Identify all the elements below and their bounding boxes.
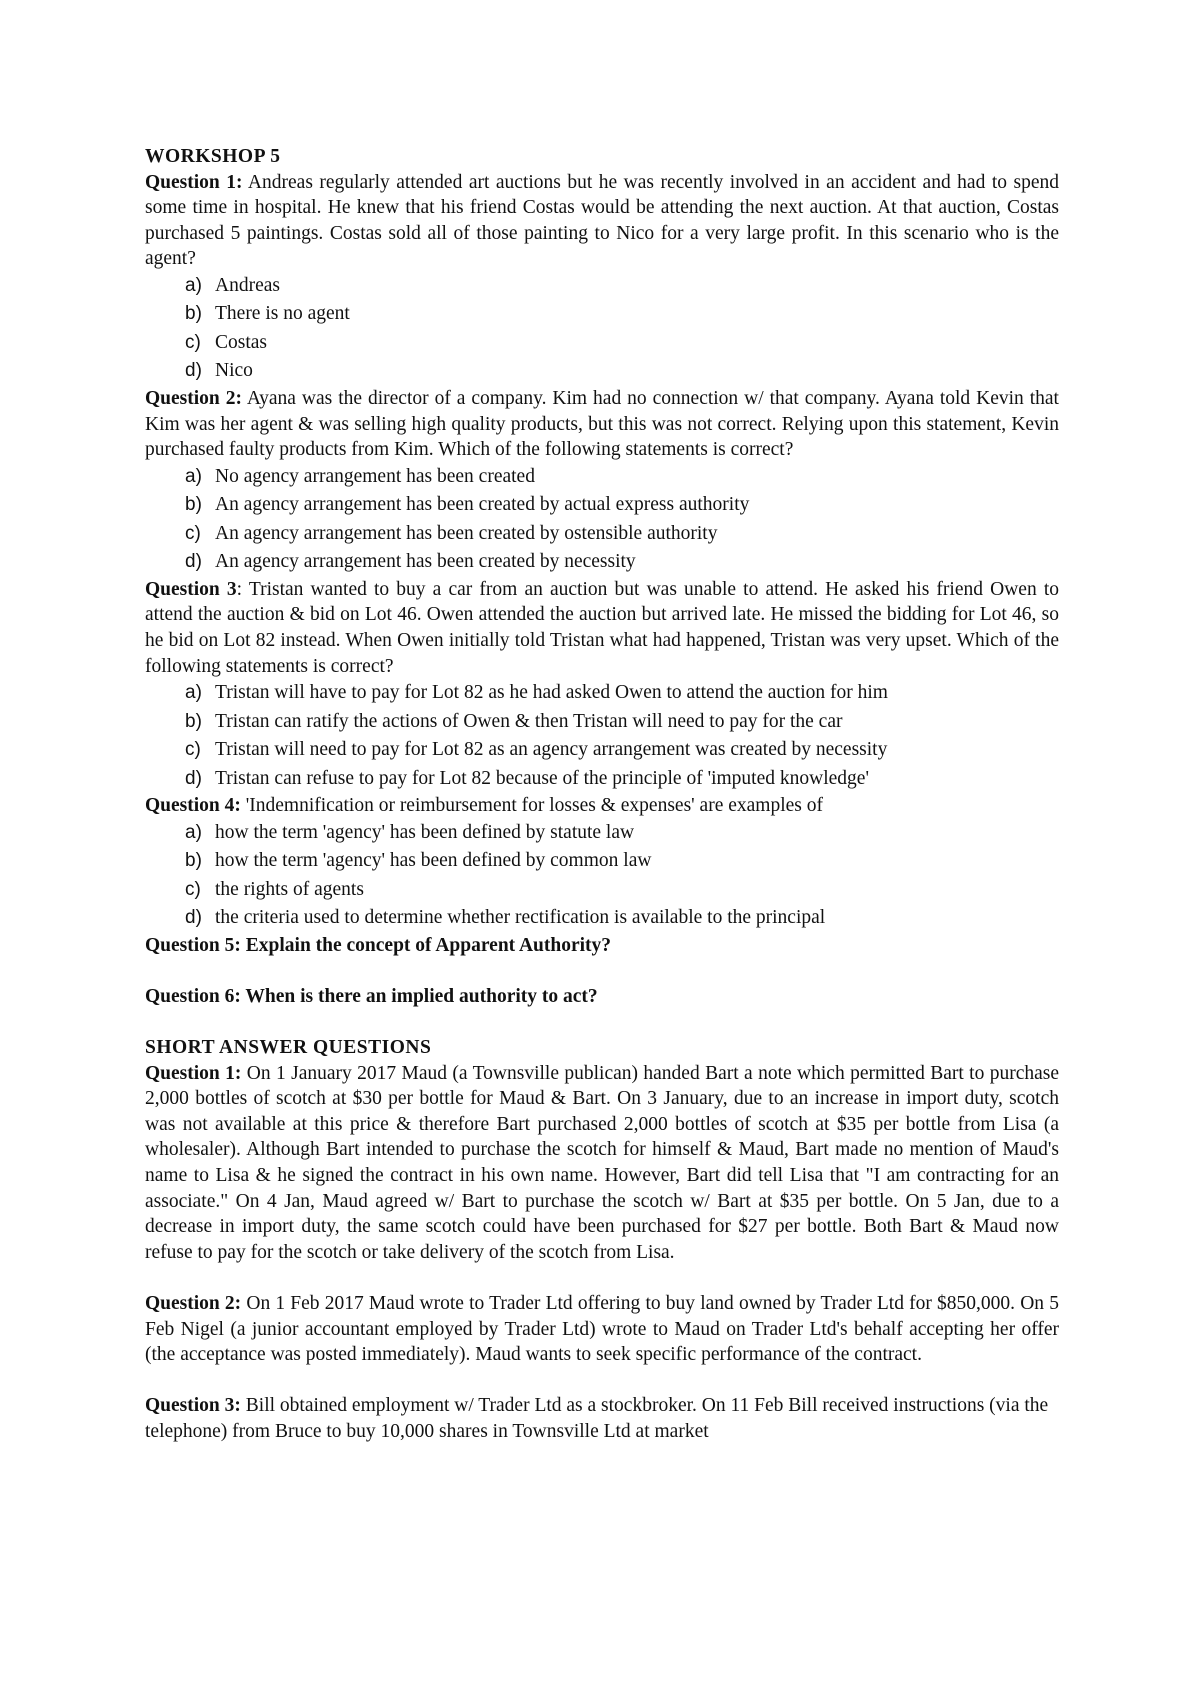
short-answer-question-3 [145,1393,1059,1444]
question-6: Question 6: When is there an implied authority to act? [145,985,598,1007]
option-letter: c) [185,331,201,353]
question-label: Question 4: [145,795,241,817]
option-text: An agency arrangement has been created by actual express authority [215,494,750,516]
spacer [145,958,1059,984]
short-answer-heading: SHORT ANSWER QUESTIONS [145,1037,432,1059]
option-item [185,708,1059,737]
option-item [185,491,1059,520]
option-text: Costas [215,331,268,353]
option-text: Andreas [215,274,280,296]
option-letter: a) [185,821,202,843]
option-text: An agency arrangement has been created by necessity [215,551,636,573]
option-text: Nico [215,360,253,382]
option-text: how the term 'agency' has been defined by statute law [215,821,635,843]
option-item [185,847,1059,876]
option-item [185,463,1059,492]
mcq-question-1 [145,170,1059,386]
option-item [185,736,1059,765]
option-item [185,819,1059,848]
option-text: the criteria used to determine whether rectification is available to the principal [215,907,826,929]
option-item [185,765,1059,794]
option-letter: b) [185,850,202,872]
option-text: Tristan can ratify the actions of Owen & then Tristan will need to pay for the car [215,710,843,732]
question-text: On 1 Feb 2017 Maud wrote to Trader Ltd offering to buy land owned by Trader Ltd for $850,000. On 5 Feb Nigel (a junior accountant employed by Trader Ltd) wrote to Maud on Trader Ltd's behalf accepting her offer (the acceptance was posted immediately). Maud wants to seek specific performance of the contract. [145,1293,1059,1366]
question-text: : Tristan wanted to buy a car from an auction but was unable to attend. He asked his friend Owen to attend the auction & bid on Lot 46. Owen attended the auction but arrived late. He missed the bidding for Lot 46, so he bid on Lot 82 instead. When Owen initially told Tristan what had happened, Tristan was very upset. Which of the following statements is correct? [145,578,1059,677]
option-item [185,357,1059,386]
document-page [145,144,1059,1445]
short-answer-question-1 [145,1061,1059,1266]
question-label: Question 2: [145,387,242,409]
workshop-title: WORKSHOP 5 [145,146,281,167]
option-letter: d) [185,360,202,382]
option-item [185,520,1059,549]
option-text: Tristan can refuse to pay for Lot 82 because of the principle of 'imputed knowledge' [215,767,869,789]
option-item [185,300,1059,329]
option-letter: a) [185,465,202,487]
spacer [145,1265,1059,1291]
option-text: Tristan will have to pay for Lot 82 as he had asked Owen to attend the auction for him [215,682,888,704]
question-5: Question 5: Explain the concept of Apparent Authority? [145,934,612,956]
question-text: Ayana was the director of a company. Kim had no connection w/ that company. Ayana told Kevin that Kim was her agent & was selling high quality products, but this was not correct. Relying upon this statement, Kevin purchased faulty products from Kim. Which of the following statements is correct? [145,387,1059,461]
question-text: 'Indemnification or reimbursement for losses & expenses' are examples of [240,795,823,817]
option-letter: d) [185,551,202,573]
question-label: Question 3: [145,1395,241,1417]
option-text: There is no agent [215,303,350,325]
mcq-question-3 [145,577,1059,793]
option-text: No agency arrangement has been created [215,465,535,487]
question-label: Question 1: [145,171,243,193]
short-answer-question-2 [145,1291,1059,1368]
option-letter: c) [185,739,201,761]
option-letter: d) [185,907,202,929]
option-text: how the term 'agency' has been defined by common law [215,850,652,872]
question-text: Bill obtained employment w/ Trader Ltd as a stockbroker. On 11 Feb Bill received instructions (via the telephone) from Bruce to buy 10,000 shares in Townsville Ltd at market [145,1395,1049,1442]
question-label: Question 3 [145,578,237,600]
option-letter: a) [185,274,202,296]
option-item [185,679,1059,708]
option-text: An agency arrangement has been created by ostensible authority [215,522,718,544]
option-item [185,548,1059,577]
question-label: Question 2: [145,1293,242,1315]
option-letter: b) [185,710,202,732]
option-letter: d) [185,767,202,789]
spacer [145,1368,1059,1394]
option-item [185,876,1059,905]
question-text: Andreas regularly attended art auctions but he was recently involved in an accident and had to spend some time in hospital. He knew that his friend Costas would be attending the next auction. At that auction, Costas purchased 5 paintings. Costas sold all of those painting to Nico for a very large profit. In this scenario who is the agent? [145,171,1059,270]
question-label: Question 1: [145,1062,242,1084]
option-letter: c) [185,522,201,544]
spacer [145,1010,1059,1036]
mcq-question-2 [145,386,1059,577]
mcq-question-4 [145,793,1059,933]
option-letter: b) [185,494,202,516]
option-letter: a) [185,682,202,704]
option-item [185,272,1059,301]
option-item [185,329,1059,358]
option-text: the rights of agents [215,878,364,900]
question-text: On 1 January 2017 Maud (a Townsville publican) handed Bart a note which permitted Bart to purchase 2,000 bottles of scotch at $30 per bottle for Maud & Bart. On 3 January, due to an increase in import duty, scotch was not available at this price & therefore Bart purchased 2,000 bottles of scotch at $35 per bottle from Lisa (a wholesaler). Although Bart intended to purchase the scotch for himself & Maud, Bart made no mention of Maud's name to Lisa & he signed the contract in his own name. However, Bart did tell Lisa that "I am contracting for an associate." On 4 Jan, Maud agreed w/ Bart to purchase the scotch w/ Bart at $35 per bottle. On 5 Jan, due to a decrease in import duty, the same scotch could have been purchased for $27 per bottle. Both Bart & Maud now refuse to pay for the scotch or take delivery of the scotch from Lisa. [145,1062,1060,1263]
option-letter: c) [185,878,201,900]
option-text: Tristan will need to pay for Lot 82 as an agency arrangement was created by necessity [215,739,888,761]
option-item [185,904,1059,933]
option-letter: b) [185,303,202,325]
